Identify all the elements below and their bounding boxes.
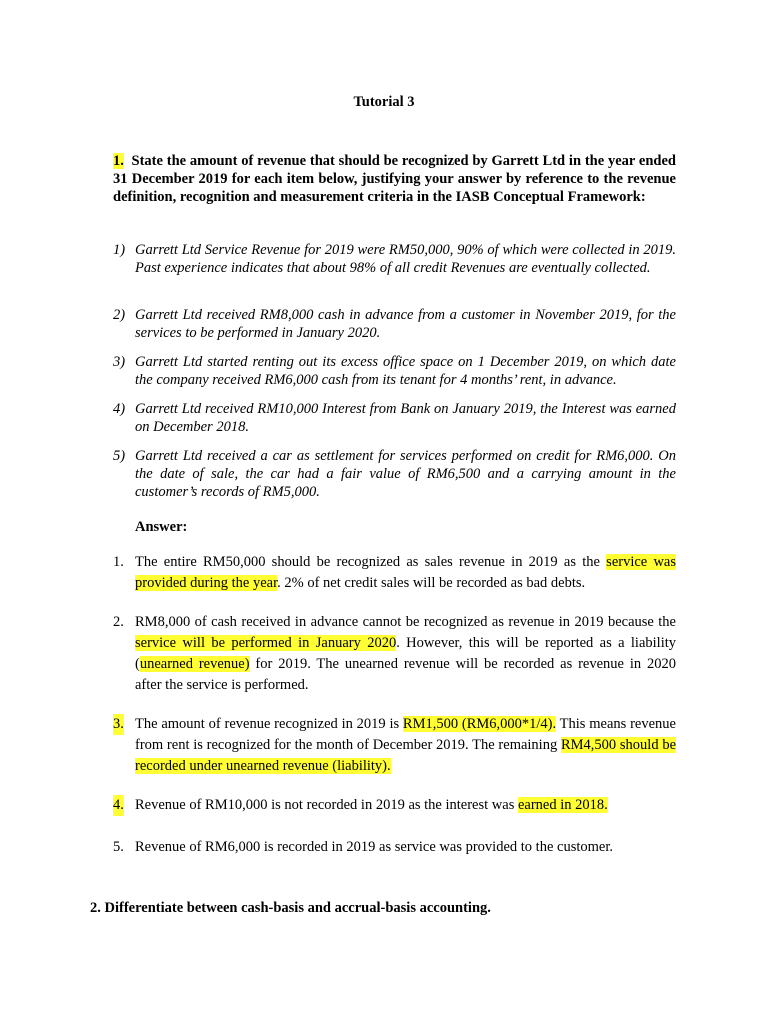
page-title: Tutorial 3 (353, 94, 415, 110)
question-item-number: 1) (113, 242, 126, 258)
question-item-number: 2) (113, 307, 126, 323)
answer-text-part: This means revenue from rent is recognized for the month of December 2019. The remaining (135, 716, 676, 753)
answer-highlight: service was provided during the year (135, 554, 677, 591)
question-item-number: 5) (113, 448, 126, 464)
answer-item-1 (113, 552, 676, 594)
answer-item-4 (113, 795, 676, 816)
answer-text-part: for 2019. The unearned revenue will be recorded as revenue in 2020 after the service is performed. (135, 656, 676, 693)
question-1-number: 1. (113, 153, 124, 169)
answer-number: 1. (113, 554, 124, 570)
answer-text-part: The amount of revenue recognized in 2019 is (135, 716, 403, 732)
question-item (113, 306, 676, 342)
answer-heading: Answer: (135, 519, 188, 535)
question-item-number: 4) (113, 401, 126, 417)
answer-text-part: Revenue of RM10,000 is not recorded in 2019 as the interest was (135, 797, 518, 813)
answer-highlight: unearned revenue) (139, 656, 250, 672)
answer-item-2 (113, 612, 676, 696)
question-item-number: 3) (113, 354, 126, 370)
answer-number: 5. (113, 839, 124, 855)
question-item-text: Garrett Ltd received RM8,000 cash in advance from a customer in November 2019, for the services to be performed in January 2020. (135, 307, 676, 341)
answer-number: 3. (113, 714, 124, 735)
answer-text-part: . 2% of net credit sales will be recorded as bad debts. (277, 575, 586, 591)
answer-text (135, 795, 676, 816)
question-2: 2. Differentiate between cash-basis and accrual-basis accounting. (90, 900, 491, 916)
answer-number: 4. (113, 795, 124, 816)
question-item (113, 400, 676, 436)
answer-highlight: RM1,500 (RM6,000*1/4). (402, 716, 557, 732)
answer-text-part: Revenue of RM6,000 is recorded in 2019 as service was provided to the customer. (135, 839, 613, 855)
answer-highlight: service will be performed in January 2020 (135, 635, 397, 651)
answer-text-part: The entire RM50,000 should be recognized as sales revenue in 2019 as the (135, 554, 607, 570)
question-item (113, 353, 676, 389)
question-item-text: Garrett Ltd started renting out its excess office space on 1 December 2019, on which date the company received RM6,000 cash from its tenant for 4 months’ rent, in advance. (135, 354, 676, 388)
answer-highlight: earned in 2018. (517, 797, 608, 813)
answer-text (135, 837, 676, 858)
question-item (113, 241, 676, 277)
question-1 (113, 152, 676, 206)
question-item-text: Garrett Ltd received a car as settlement for services performed on credit for RM6,000. On the date of sale, the car had a fair value of RM6,500 and a carrying amount in the customer’s records of RM5,000. (135, 448, 676, 500)
answer-text-part: . However, this will be reported as a liability ( (135, 635, 676, 672)
answer-text-part: RM8,000 of cash received in advance cannot be recognized as revenue in 2019 because the (135, 614, 676, 630)
question-item-text: Garrett Ltd Service Revenue for 2019 were RM50,000, 90% of which were collected in 2019. Past experience indicates that about 98% of all credit Revenues are eventually collected. (135, 242, 676, 276)
answer-text (135, 612, 676, 696)
answer-item-5 (113, 837, 676, 858)
question-item-text: Garrett Ltd received RM10,000 Interest from Bank on January 2019, the Interest was earned on December 2018. (135, 401, 676, 435)
answer-highlight: RM4,500 should be recorded under unearned revenue (liability). (135, 737, 677, 774)
answer-text (135, 714, 676, 777)
answer-text (135, 552, 676, 594)
answer-number: 2. (113, 614, 124, 630)
question-1-text: State the amount of revenue that should be recognized by Garrett Ltd in the year ended 31 December 2019 for each item below, justifying your answer by reference to the revenue definition, recognition and measurement criteria in the IASB Conceptual Framework: (113, 153, 676, 205)
question-item (113, 447, 676, 501)
answer-item-3 (113, 714, 676, 777)
